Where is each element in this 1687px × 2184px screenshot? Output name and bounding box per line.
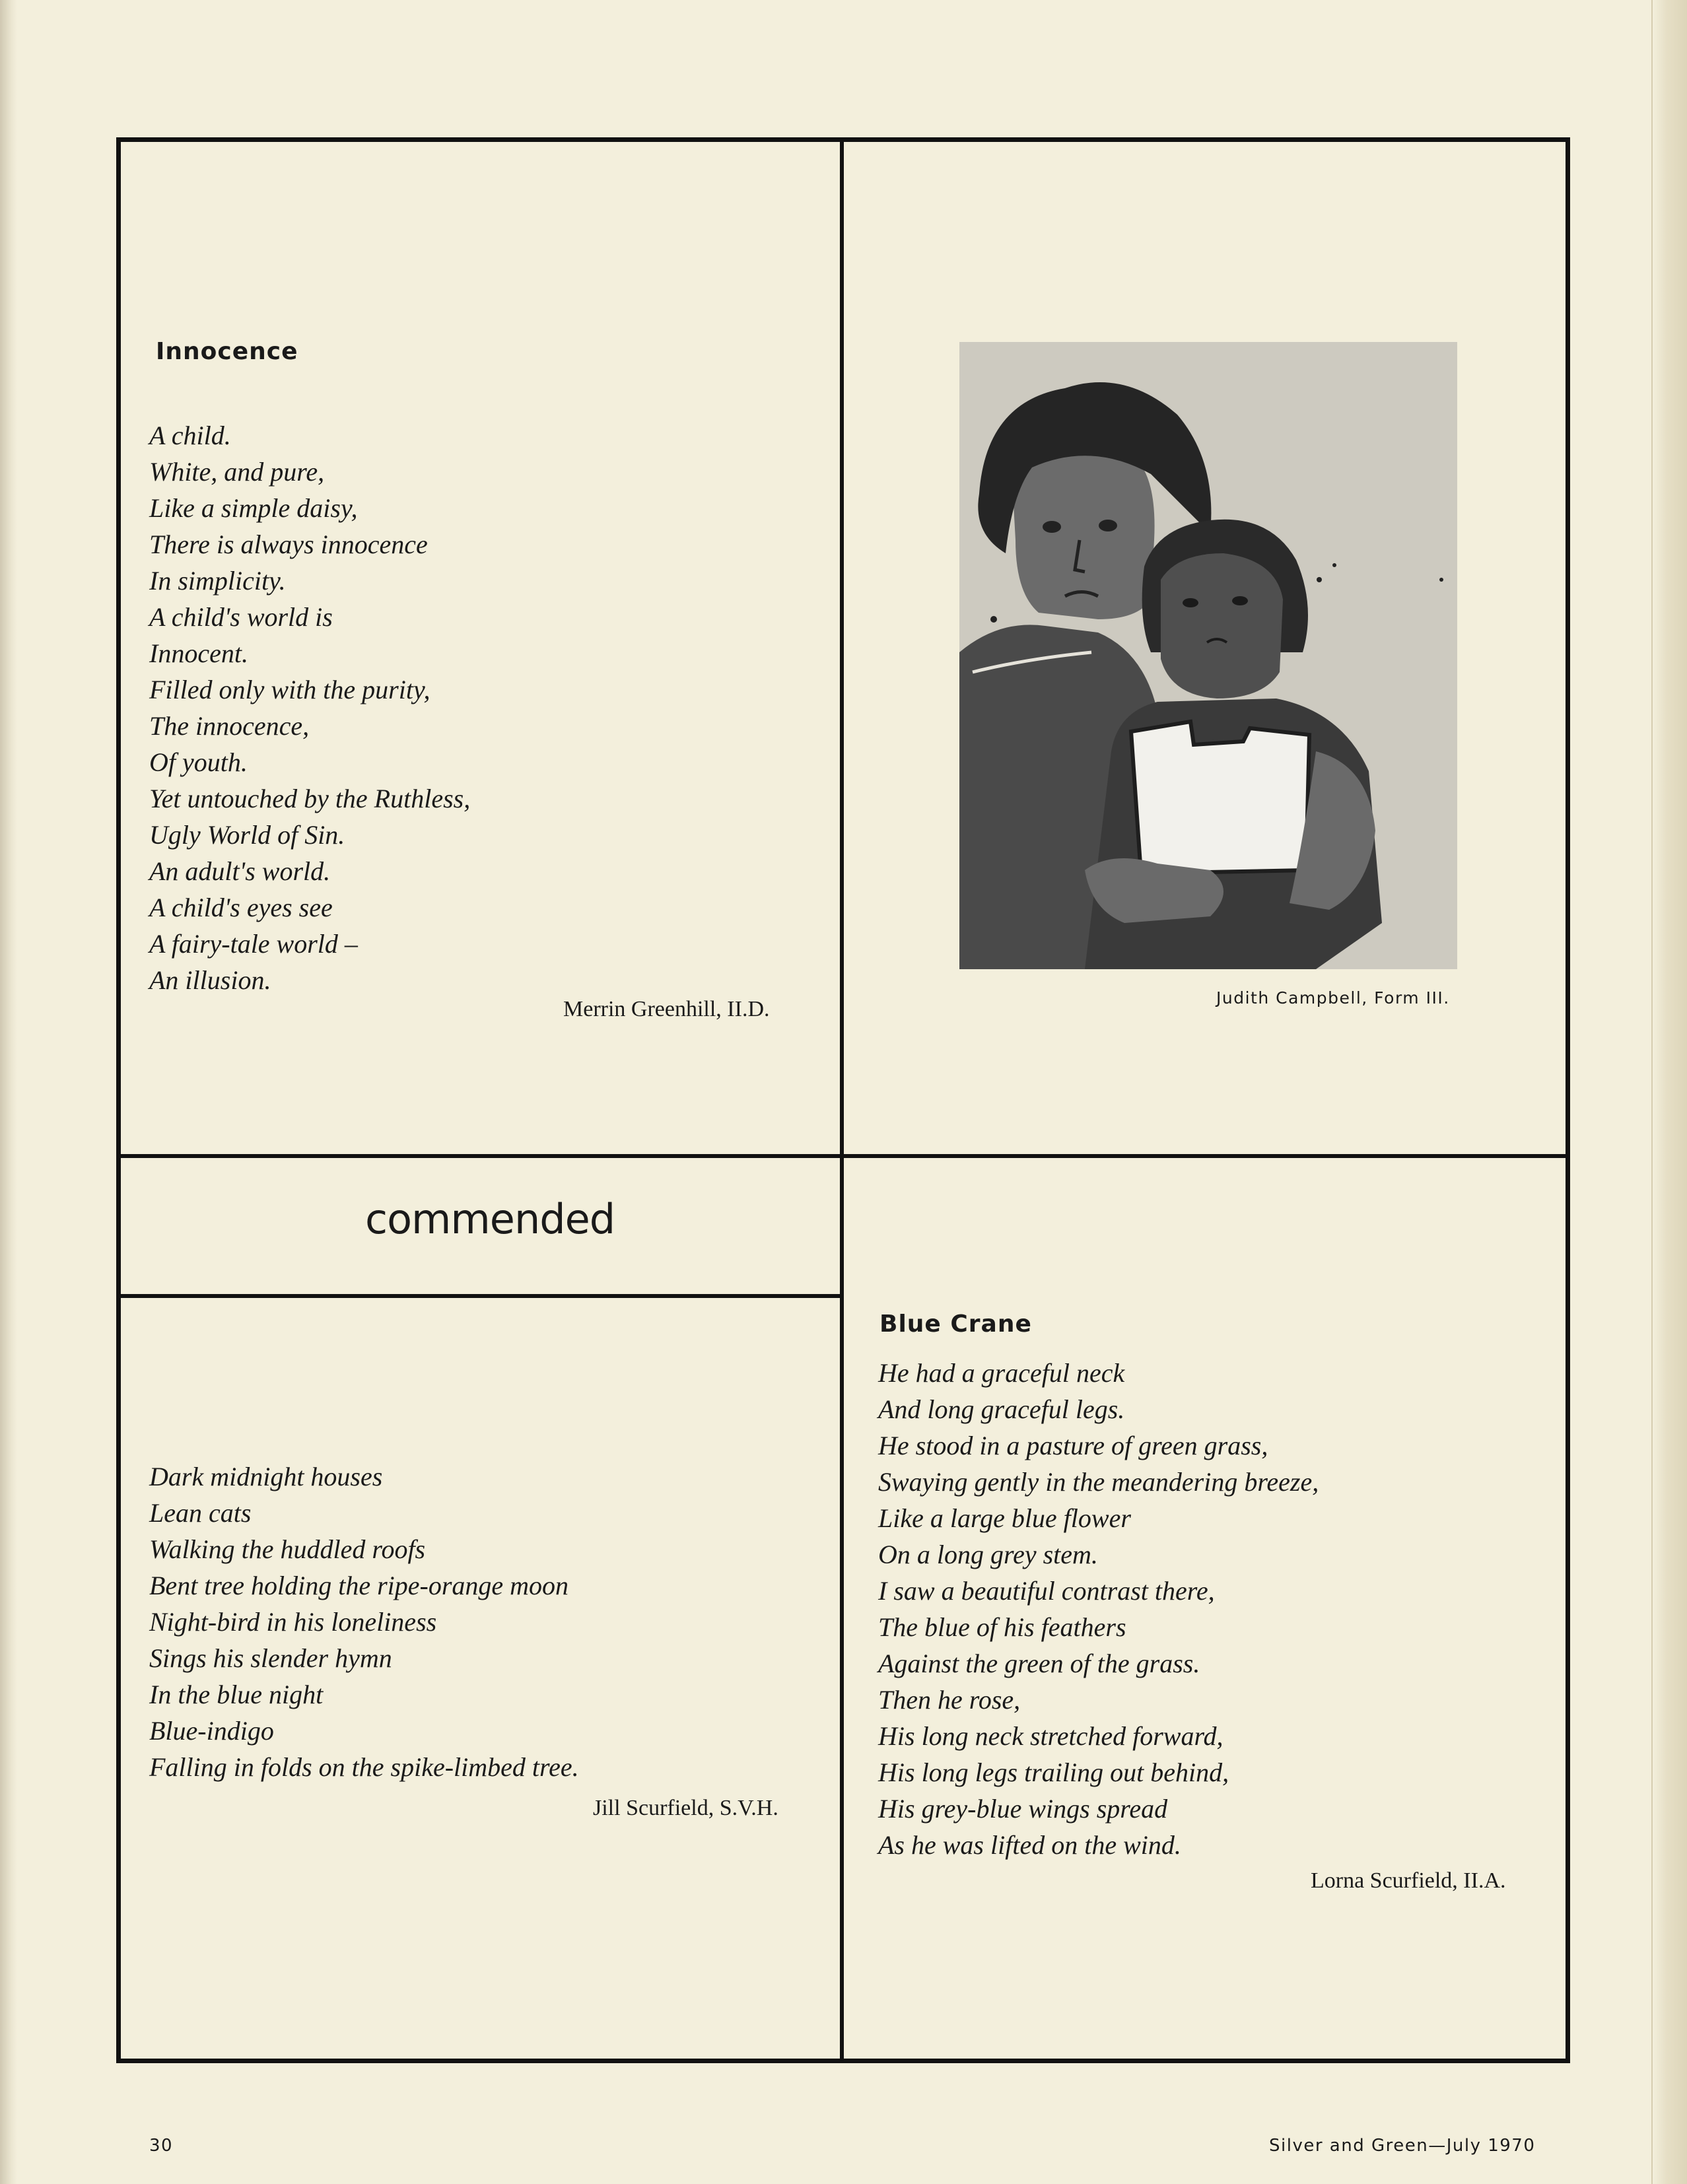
author-innocence: Merrin Greenhill, II.D. xyxy=(563,997,770,1021)
poem-line: An illusion. xyxy=(149,965,271,995)
poem-line: Innocent. xyxy=(149,638,248,668)
poem-line: Yet untouched by the Ruthless, xyxy=(149,784,471,813)
poem-line: White, and pure, xyxy=(149,457,325,487)
poem-line: Filled only with the purity, xyxy=(149,675,430,704)
poem-line: In simplicity. xyxy=(149,566,286,596)
poem-line: He had a graceful neck xyxy=(878,1358,1125,1388)
publication-footer: Silver and Green—July 1970 xyxy=(1269,2136,1536,2156)
poem-line: There is always innocence xyxy=(149,529,428,559)
poem-line: A child's world is xyxy=(149,602,333,632)
commended-divider xyxy=(116,1294,842,1298)
poem-line: Against the green of the grass. xyxy=(878,1649,1200,1678)
poem-line: And long graceful legs. xyxy=(878,1394,1125,1424)
poem-line: Blue-indigo xyxy=(149,1716,274,1746)
poem-line: I saw a beautiful contrast there, xyxy=(878,1576,1215,1606)
poem-line: Falling in folds on the spike-limbed tree. xyxy=(149,1752,579,1782)
poem-line: Of youth. xyxy=(149,747,248,777)
section-heading-commended: commended xyxy=(365,1195,615,1243)
poem-line: In the blue night xyxy=(149,1680,324,1709)
poem-title-innocence: Innocence xyxy=(156,338,298,365)
poem-line: The blue of his feathers xyxy=(878,1612,1126,1642)
painting-image xyxy=(959,342,1457,969)
author-night: Jill Scurfield, S.V.H. xyxy=(593,1796,778,1820)
poem-line: Walking the huddled roofs xyxy=(149,1534,426,1564)
poem-line: Then he rose, xyxy=(878,1685,1021,1715)
poem-line: A child's eyes see xyxy=(149,893,333,922)
author-blue-crane: Lorna Scurfield, II.A. xyxy=(1311,1868,1506,1893)
poem-line: A fairy-tale world – xyxy=(149,929,358,959)
poem-line: Bent tree holding the ripe-orange moon xyxy=(149,1571,569,1600)
poem-night xyxy=(149,1458,579,1785)
poem-line: Ugly World of Sin. xyxy=(149,820,345,850)
poem-line: His grey-blue wings spread xyxy=(878,1794,1168,1824)
poem-line: Dark midnight houses xyxy=(149,1462,383,1491)
poem-line: An adult's world. xyxy=(149,856,331,886)
next-page-edge xyxy=(1651,0,1687,2184)
poem-line: Lean cats xyxy=(149,1498,252,1528)
poem-line: Night-bird in his loneliness xyxy=(149,1607,437,1637)
poem-line: His long neck stretched forward, xyxy=(878,1721,1223,1751)
page-gutter-shadow xyxy=(0,0,17,2184)
artwork-caption: Judith Campbell, Form III. xyxy=(1216,988,1450,1007)
poem-line: On a long grey stem. xyxy=(878,1540,1098,1569)
middle-horizontal-divider xyxy=(116,1154,1570,1158)
poem-line: Swaying gently in the meandering breeze, xyxy=(878,1467,1319,1497)
page-number: 30 xyxy=(149,2136,174,2156)
poem-title-blue-crane: Blue Crane xyxy=(879,1311,1032,1338)
poem-line: Like a simple daisy, xyxy=(149,493,358,523)
poem-line: He stood in a pasture of green grass, xyxy=(878,1431,1268,1460)
poem-innocence xyxy=(149,417,470,998)
poem-line: The innocence, xyxy=(149,711,310,741)
poem-line: Sings his slender hymn xyxy=(149,1643,392,1673)
vertical-divider xyxy=(840,137,844,2063)
poem-line: His long legs trailing out behind, xyxy=(878,1757,1229,1787)
poem-line: As he was lifted on the wind. xyxy=(878,1830,1181,1860)
poem-blue-crane xyxy=(878,1355,1319,1863)
artwork-painting xyxy=(959,342,1457,969)
poem-line: A child. xyxy=(149,421,231,450)
poem-line: Like a large blue flower xyxy=(878,1503,1131,1533)
